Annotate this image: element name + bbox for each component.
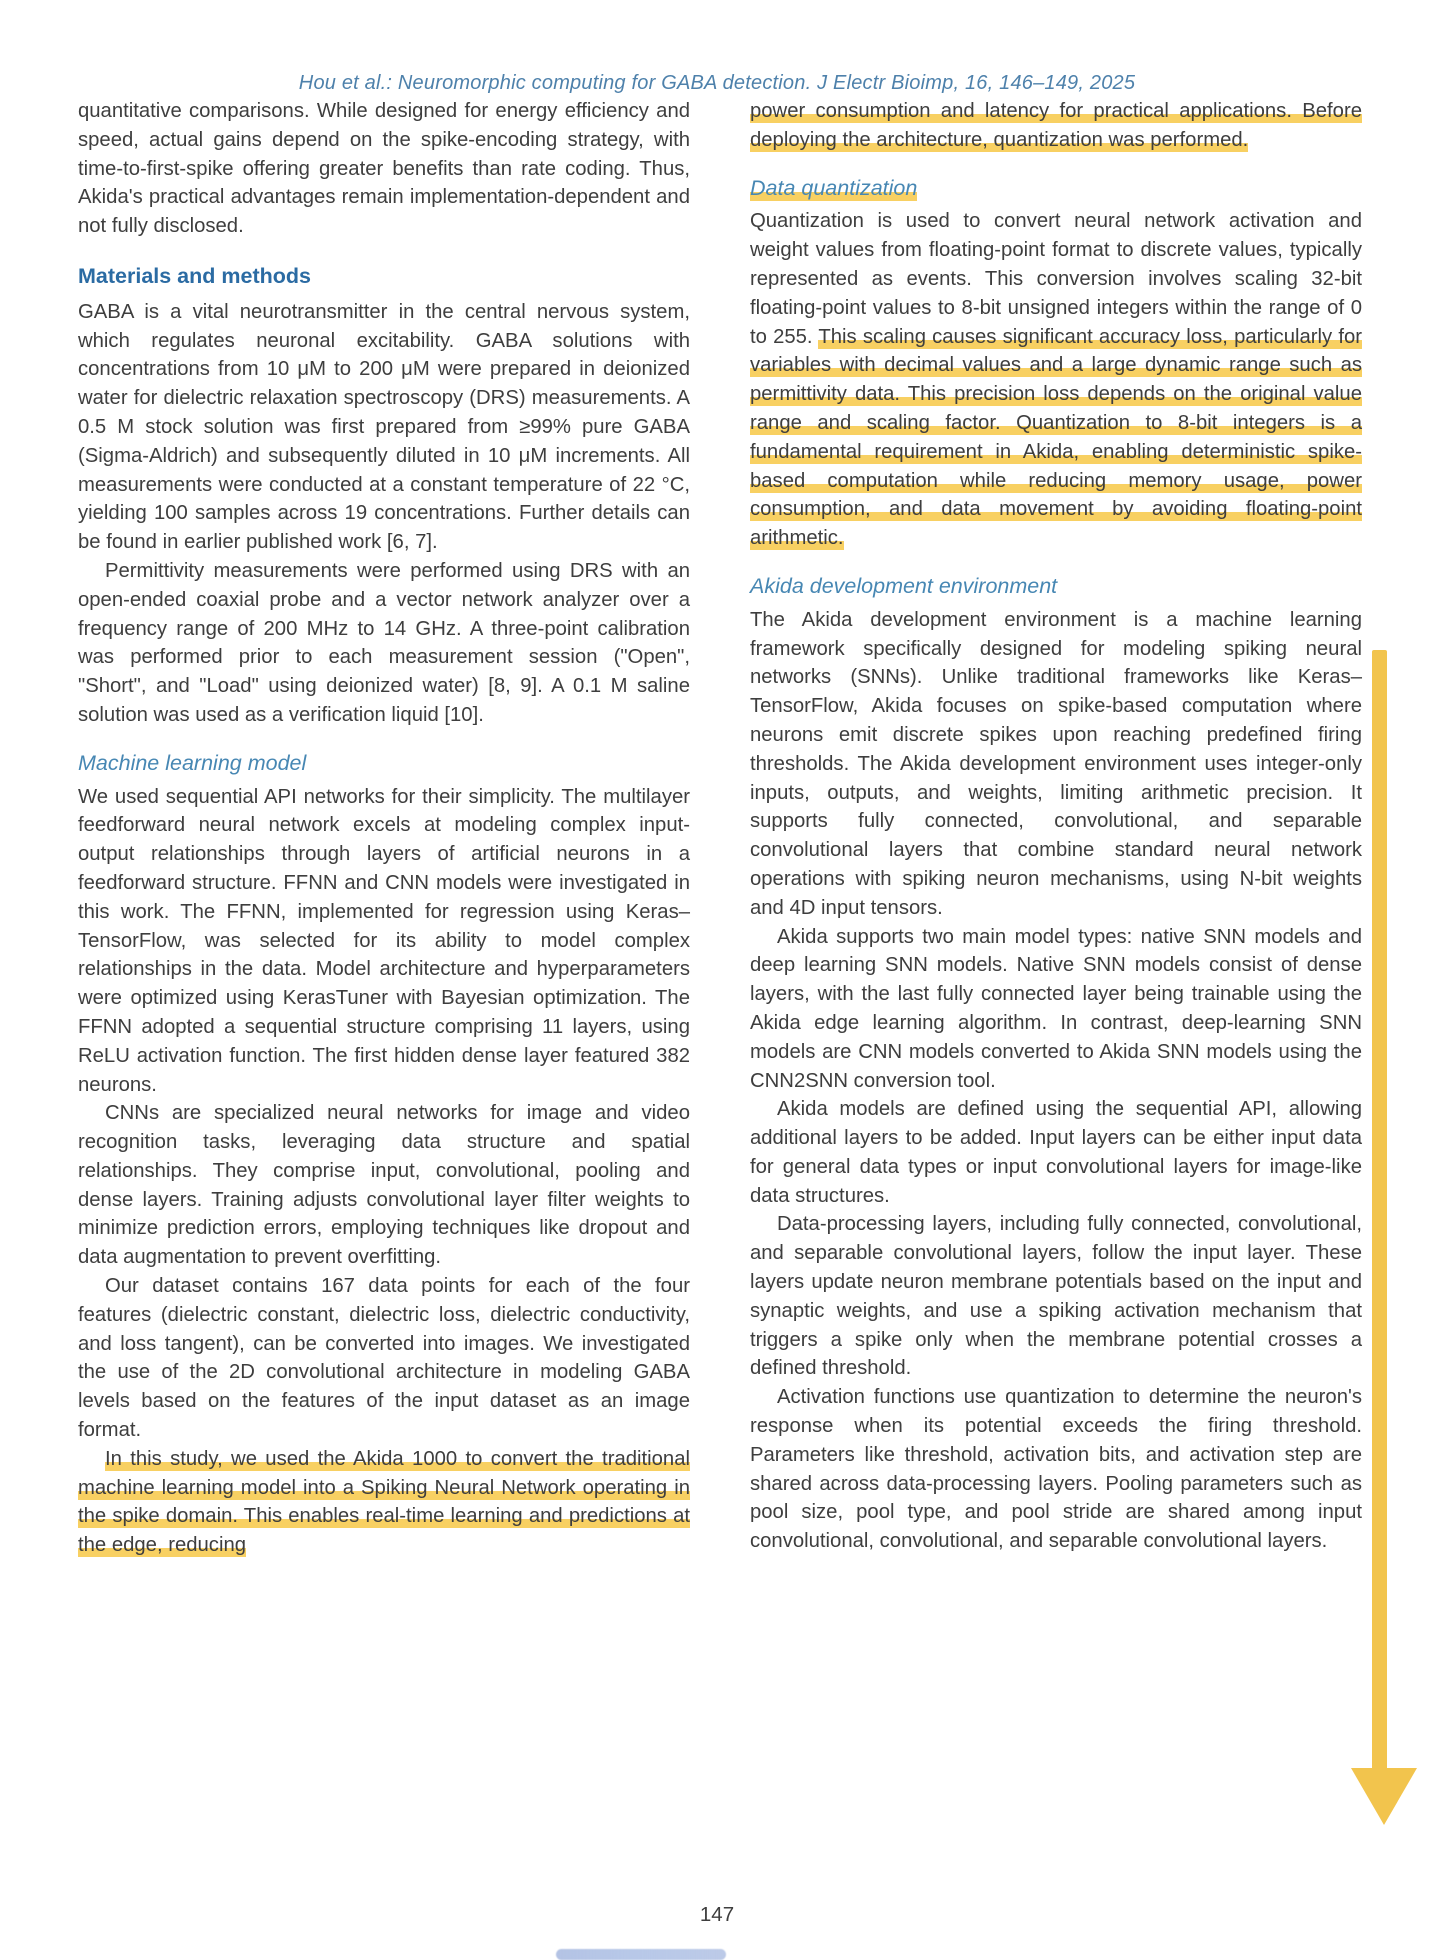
left-column-block-8 [78, 1445, 690, 1560]
left-column-block-0-segment-0: quantitative comparisons. While designed for energy efficiency and speed, actual gains depend on the spike-encoding strategy, with time-to-first-spike offering greater benefits than rate coding. Thus, Akida's practical advantages remain implementation-dependent and not fully disclosed. [78, 100, 690, 238]
yellow-arrow-shaft [1372, 650, 1387, 1770]
yellow-arrow-down-icon [1351, 1768, 1417, 1825]
left-column-block-6 [78, 1099, 690, 1272]
right-column-block-8 [750, 1383, 1362, 1556]
left-column-block-7-segment-0: Our dataset contains 167 data points for each of the four features (dielectric constant, dielectric loss, dielectric conductivity, and loss tangent), can be converted into images. We investigated the use of the 2D convolutional architecture in modeling GABA levels based on the features of the input dataset as an image format. [78, 1275, 690, 1442]
left-column-block-5-segment-0: We used sequential API networks for their simplicity. The multilayer feedforward neural network excels at modeling complex input-output relationships through layers of artificial neurons in a feedforward structure. FFNN and CNN models were investigated in this work. The FFNN, implemented for regression using Keras–TensorFlow, was selected for its ability to model complex relationships in the data. Model architecture and hyperparameters were optimized using KerasTuner with Bayesian optimization. The FFNN adopted a sequential structure comprising 11 layers, using ReLU activation function. The first hidden dense layer featured 382 neurons. [78, 785, 690, 1096]
right-column [750, 97, 1362, 1556]
left-column [78, 97, 690, 1560]
right-column-block-2-segment-0: Quantization is used to convert neural network activation and weight values from floating-point format to discrete values, typically represented as events. This conversion involves scaling 32-bit floating-point values to 8-bit unsigned integers within the range of 0 to 255. [750, 210, 1362, 348]
right-column-block-2 [750, 207, 1362, 553]
left-column-block-0 [78, 97, 690, 241]
right-column-block-6-segment-0: Akida models are defined using the sequential API, allowing additional layers to be added. Input layers can be either input data for general data types or input convolutional layers for image-like data structures. [750, 1098, 1362, 1207]
right-column-block-2-segment-1: This scaling causes significant accuracy loss, particularly for variables with decimal values and a large dynamic range such as permittivity data. This precision loss depends on the original value range and scaling factor. Quantization to 8-bit integers is a fundamental requirement in Akida, enabling deterministic spike-based computation while reducing memory usage, power consumption, and data movement by avoiding floating-point arithmetic. [750, 325, 1362, 550]
right-column-block-7-segment-0: Data-processing layers, including fully connected, convolutional, and separable convolutional layers, follow the input layer. These layers update neuron membrane potentials based on the input and synaptic weights, and use a spiking activation mechanism that triggers a spike only when the membrane potential crosses a defined threshold. [750, 1213, 1362, 1380]
blue-highlighter-mark [556, 1949, 726, 1960]
right-column-block-4-segment-0: The Akida development environment is a machine learning framework specifically designed for modeling spiking neural networks (SNNs). Unlike traditional frameworks like Keras–TensorFlow, Akida focuses on spike-based computation where neurons emit discrete spikes upon reaching predefined firing thresholds. The Akida development environment uses integer-only inputs, outputs, and weights, limiting arithmetic precision. It supports fully connected, convolutional, and separable convolutional layers that combine standard neural network operations with spiking neuron mechanisms, using N-bit weights and 4D input tensors. [750, 608, 1362, 919]
left-column-block-8-segment-0: In this study, we used the Akida 1000 to convert the traditional machine learning model into a Spiking Neural Network operating in the spike domain. This enables real-time learning and predictions at the edge, reducing [78, 1447, 690, 1557]
right-column-heading-text-3: Akida development environment [750, 573, 1058, 598]
right-column-block-0-segment-0: power consumption and latency for practical applications. Before deploying the architecture, quantization was performed. [750, 100, 1362, 151]
page-number: 147 [699, 1903, 735, 1926]
left-column-heading-text-4: Machine learning model [78, 750, 307, 775]
right-column-heading-text-1: Data quantization [750, 175, 918, 200]
left-column-heading-text-1: Materials and methods [78, 263, 311, 288]
right-column-block-1 [750, 174, 1362, 203]
right-column-block-7 [750, 1210, 1362, 1383]
left-column-block-2 [78, 298, 690, 557]
right-column-block-8-segment-0: Activation functions use quantization to determine the neuron's response when its potential exceeds the firing threshold. Parameters like threshold, activation bits, and activation step are shared across data-processing layers. Pooling parameters such as pool size, pool type, and pool stride are shared among input convolutional, convolutional, and separable convolutional layers. [750, 1386, 1362, 1553]
left-column-block-3-segment-0: Permittivity measurements were performed using DRS with an open-ended coaxial probe and a vector network analyzer over a frequency range of 200 MHz to 14 GHz. A three-point calibration was performed prior to each measurement session ("Open", "Short", and "Load" using deionized water) [8, 9]. A 0.1 M saline solution was used as a verification liquid [10]. [78, 559, 690, 726]
left-column-block-1 [78, 262, 690, 291]
left-column-block-4 [78, 749, 690, 778]
left-column-block-3 [78, 557, 690, 730]
left-column-block-5 [78, 783, 690, 1100]
right-column-block-5 [750, 923, 1362, 1096]
right-column-block-0 [750, 97, 1362, 155]
left-column-block-7 [78, 1272, 690, 1445]
right-column-block-5-segment-0: Akida supports two main model types: native SNN models and deep learning SNN models. Native SNN models consist of dense layers, with the last fully connected layer being trainable using the Akida edge learning algorithm. In contrast, deep-learning SNN models are CNN models converted to Akida SNN models using the CNN2SNN conversion tool. [750, 925, 1362, 1092]
running-head: Hou et al.: Neuromorphic computing for GABA detection. J Electr Bioimp, 16, 146–149, 2025 [298, 72, 1136, 94]
left-column-block-2-segment-0: GABA is a vital neurotransmitter in the central nervous system, which regulates neuronal excitability. GABA solutions with concentrations from 10 μM to 200 μM were prepared in deionized water for dielectric relaxation spectroscopy (DRS) measurements. A 0.5 M stock solution was first prepared from ≥99% pure GABA (Sigma-Aldrich) and subsequently diluted in 10 μM increments. All measurements were conducted at a constant temperature of 22 °C, yielding 100 samples across 19 concentrations. Further details can be found in earlier published work [6, 7]. [78, 300, 690, 554]
right-column-block-4 [750, 606, 1362, 923]
left-column-block-6-segment-0: CNNs are specialized neural networks for image and video recognition tasks, leveraging data structure and spatial relationships. They comprise input, convolutional, pooling and dense layers. Training adjusts convolutional layer filter weights to minimize prediction errors, employing techniques like dropout and data augmentation to prevent overfitting. [78, 1102, 690, 1269]
right-column-block-3 [750, 572, 1362, 601]
right-column-block-6 [750, 1095, 1362, 1210]
